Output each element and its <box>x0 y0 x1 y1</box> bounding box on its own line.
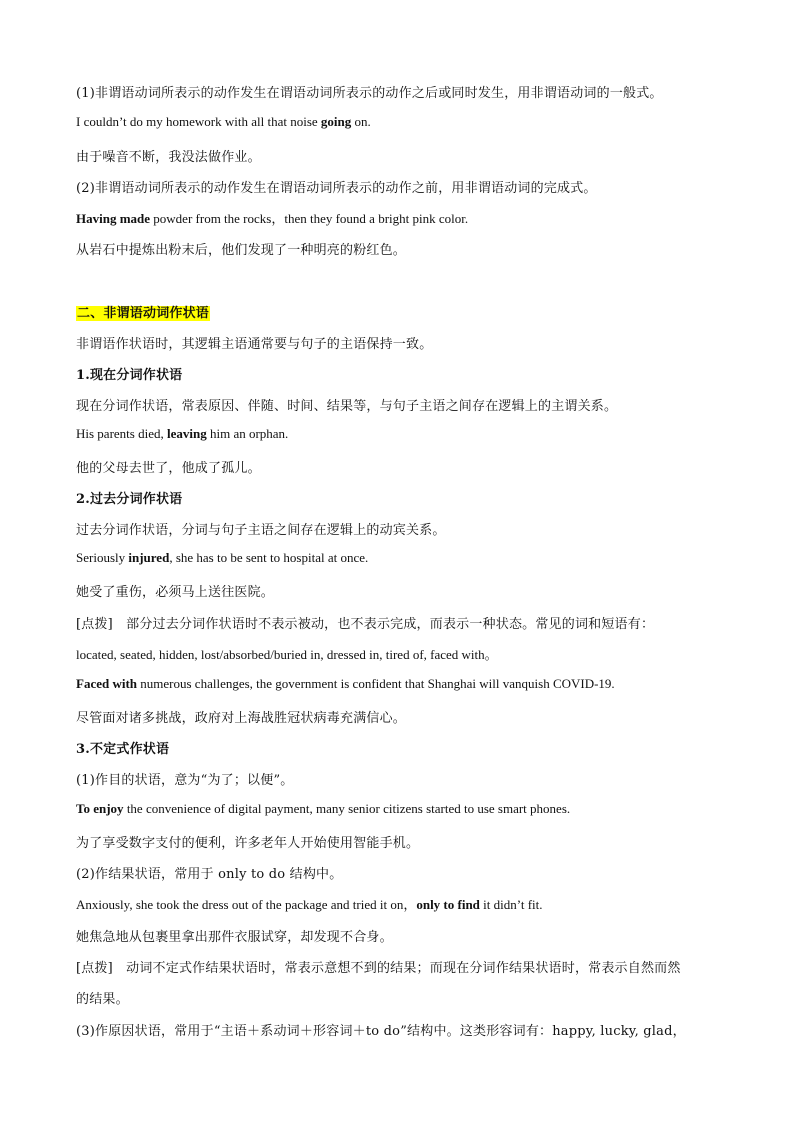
rule-1-text: (1)非谓语动词所表示的动作发生在谓语动词所表示的动作之后或同时发生，用非谓语动词的一般式。 <box>76 86 663 101</box>
example-sentence-1 <box>76 114 722 130</box>
example-text: His parents died, <box>76 426 167 441</box>
example-keyword: going <box>320 114 352 129</box>
example-translation-7: 她焦急地从包裹里拿出那件衣服试穿，却发现不合身。 <box>76 930 393 945</box>
example-text: powder from the rocks，then they found a bright pink color. <box>150 211 469 226</box>
example-translation-4: 她受了重伤，必须马上送往医院。 <box>76 585 275 600</box>
subsection-3-title: 3.不定式作状语 <box>76 742 170 757</box>
example-sentence-2 <box>76 208 722 227</box>
section-heading <box>76 302 722 321</box>
example-translation-3: 他的父母去世了，他成了孤儿。 <box>76 461 261 476</box>
example-text: I couldn’t do my homework with all that noise <box>76 114 321 129</box>
example-sentence-5 <box>76 676 722 692</box>
subsection-1-title: 1.现在分词作状语 <box>76 368 183 383</box>
example-keyword: To enjoy <box>76 801 124 816</box>
subsection-3-rule-3: (3)作原因状语，常用于“主语＋系动词＋形容词＋to do”结构中。这类形容词有：happy, lucky, glad， <box>76 1024 686 1039</box>
section-heading-highlight: 二、非谓语动词作状语 <box>77 306 210 321</box>
subsection-2-text: 过去分词作状语，分词与句子主语之间存在逻辑上的动宾关系。 <box>76 523 446 538</box>
example-text: him an orphan. <box>206 426 289 441</box>
subsection-2-title: 2.过去分词作状语 <box>76 492 183 507</box>
example-translation-5: 尽管面对诸多挑战，政府对上海战胜冠状病毒充满信心。 <box>76 711 407 726</box>
example-sentence-7 <box>76 894 722 913</box>
example-text: on. <box>351 114 371 129</box>
example-text: , she has to be sent to hospital at once. <box>169 550 369 565</box>
subsection-3-rule-2: (2)作结果状语，常用于 only to do 结构中。 <box>76 867 343 882</box>
example-translation-1: 由于噪音不断，我没法做作业。 <box>76 150 261 165</box>
example-keyword: injured <box>128 550 170 565</box>
example-sentence-4 <box>76 550 722 566</box>
tip-1-text: [点拨] 部分过去分词作状语时不表示被动，也不表示完成，而表示一种状态。常见的词和短语有： <box>76 617 655 632</box>
subsection-1-text: 现在分词作状语，常表原因、伴随、时间、结果等，与句子主语之间存在逻辑上的主谓关系。 <box>76 399 618 414</box>
example-sentence-6 <box>76 801 722 817</box>
example-text: Seriously <box>76 550 129 565</box>
example-keyword: Having made <box>76 211 151 226</box>
example-text: numerous challenges, the government is confident that Shanghai will vanquish COVID-19. <box>137 676 615 691</box>
section-intro: 非谓语作状语时，其逻辑主语通常要与句子的主语保持一致。 <box>76 337 433 352</box>
example-sentence-3 <box>76 426 722 442</box>
example-keyword: leaving <box>166 426 207 441</box>
subsection-3-rule-1: (1)作目的状语，意为“为了；以便”。 <box>76 773 294 788</box>
example-keyword: Faced with <box>76 676 138 691</box>
tip-2-text: [点拨] 动词不定式作结果状语时，常表示意想不到的结果；而现在分词作结果状语时，常表示自然而然 <box>76 961 681 976</box>
example-text: Anxiously, she took the dress out of the package and tried it on， <box>76 897 417 912</box>
tip-2-text-continued: 的结果。 <box>76 992 129 1007</box>
example-translation-6: 为了享受数字支付的便利，许多老年人开始使用智能手机。 <box>76 836 420 851</box>
rule-2-text: (2)非谓语动词所表示的动作发生在谓语动词所表示的动作之前，用非谓语动词的完成式。 <box>76 181 597 196</box>
example-text: the convenience of digital payment, many senior citizens started to use smart phones. <box>123 801 571 816</box>
example-keyword: only to find <box>416 897 480 912</box>
example-text: it didn’t fit. <box>479 897 543 912</box>
example-translation-2: 从岩石中提炼出粉末后，他们发现了一种明亮的粉红色。 <box>76 243 407 258</box>
tip-1-word-list: located, seated, hidden, lost/absorbed/buried in, dressed in, tired of, faced with。 <box>76 647 498 662</box>
